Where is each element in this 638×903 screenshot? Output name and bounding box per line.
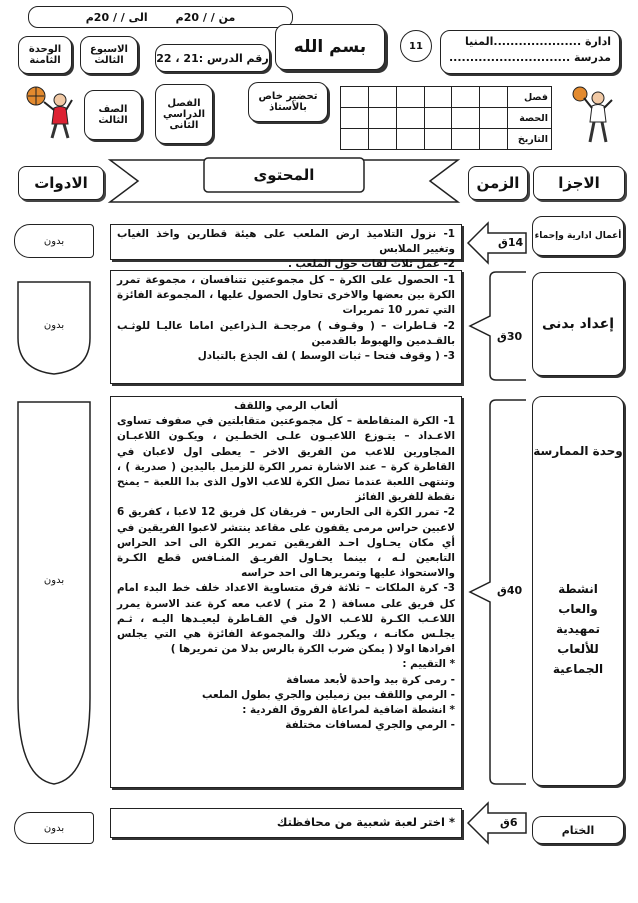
grid-row [341, 108, 552, 129]
grid-cell[interactable] [452, 129, 480, 150]
section-part [532, 816, 624, 844]
date-from: من / / 20م [175, 10, 236, 24]
page-number-circle [400, 30, 432, 62]
grid-cell[interactable] [341, 108, 369, 129]
lesson-number-box [155, 44, 270, 72]
tools-label: بدون [43, 319, 65, 331]
lesson-number: رقم الدرس :21 ، 22 [156, 51, 269, 65]
content-line: 1- الكرة المتقاطعة – كل مجموعتين متقابلتين في صفوف تساوى الاعـداد – يتـوزع اللاعبـون علـى الخطـين ، ويكـون اللاعبـان المجاورين للاعب من الفريق الاخر – يعطى اول لاعبان في القاطرة كرة – عند الاشارة تمرر الكرة للزميل باليدين ( صدرية ) ، وتنتهى اللعبة عندما تصل الكرة للاعب الاول الذى بدا اللعبة – يمنح نقطة للفريق الفائز [117, 415, 455, 504]
content-line: * اختر لعبة شعبية من محافظتك [276, 815, 455, 829]
week-label: الاسبوع الثالث [90, 44, 128, 66]
basmala-box [275, 24, 385, 70]
tools-cell [14, 565, 94, 595]
school-label: مدرسة ............................. [449, 51, 611, 64]
grid-cell[interactable] [396, 129, 424, 150]
term-box [155, 84, 213, 144]
grid-cell[interactable] [480, 129, 508, 150]
tools-cell [14, 812, 94, 844]
content-header-label: المحتوى [253, 166, 315, 184]
grade-box [84, 90, 142, 140]
section-content [110, 808, 462, 838]
grid-cell[interactable] [424, 129, 452, 150]
tools-cell [14, 224, 94, 258]
grid-cell[interactable] [341, 87, 369, 108]
basketball-player-icon [14, 84, 82, 142]
admin-label: ادارة .....................المنيا [465, 35, 611, 48]
grid-cell[interactable] [396, 108, 424, 129]
prep-note: تحضير خاص بالأستاذ [258, 91, 318, 113]
content-line: - رمى كرة بيد واحدة لأبعد مسافة [286, 673, 455, 686]
tools-header-label: الادوات [34, 174, 88, 192]
tools-label: بدون [43, 235, 65, 247]
school-info-box [440, 30, 620, 74]
grid-cell[interactable] [424, 87, 452, 108]
volleyball-player-icon [566, 84, 624, 146]
section-part-label: أعمال ادارية وإحماء [534, 231, 622, 241]
section-part-sublabel: انشطة والعاب تمهيدية للألعاب الجماعية [552, 582, 604, 676]
content-line: 3- كرة الملكات – ثلاثة فرق متساوية الاعداد خلف خط البدء امام كل فريق على مسافة ( 2 متر ) لاعب معه كرة عند الاسرة يمرر اللاعـب الكـرة للاعـب الاول في القـاطرة ليعيـدها اليـه ، ثـم يجلـس مكانـه ، ويكرر ذلك والمجموعة الفائزة هي التي يجلس افرادها اولا ( يمكن ضرب الكرة بالرس بدلا من تمريرها ) [117, 582, 455, 656]
content-line: * انشطة اضافية لمراعاة الفروق الفردية : [242, 704, 455, 717]
section-part [532, 272, 624, 376]
content-line: - الرمي واللقف بين زميلين والجري بطول الملعب [202, 688, 455, 701]
grid-cell[interactable] [368, 87, 396, 108]
tools-cell [14, 310, 94, 340]
section-content [110, 224, 462, 271]
parts-header-label: الاجزا [558, 174, 600, 192]
content-line: 2- تمرر الكرة الى الحارس – فريقان كل فريق 12 لاعبا ، كفريق 6 لاعبين حراس مرمى يقفون على مقاعد ينتشر لاعبوا الفريقين في أي مكان يحـاول احـد الفريقين تمرير الكرة الى احد الحراس التابعين لـه ، بينما يحـاول الفريـق المنـافس قطع الكـرة والاستحواذ عليها وتمريرها الى احد حراسه [117, 506, 455, 580]
section-part-label: وحدة الممارسة [533, 444, 623, 458]
grid-cell[interactable] [396, 87, 424, 108]
content-line: 2- قـاطرات – ( وقـوف ) مرجحـة الـذراعين اماما عاليـا للوثـب بالقـدمين والهبوط بالقدمين [117, 319, 455, 347]
grid-cell[interactable] [368, 108, 396, 129]
grid-label: الحصة [508, 108, 552, 129]
grid-row [341, 129, 552, 150]
arrow-left-icon [466, 800, 528, 846]
content-line: 3- ( وقوف فتحا – ثبات الوسط ) لف الجذع بالتبادل [197, 350, 455, 363]
content-line: * التقييم : [402, 658, 455, 671]
page-number: 11 [409, 40, 423, 52]
content-line: - الرمي والجري لمسافات مختلفة [285, 719, 455, 732]
section-part-label: إعداد بدنى [541, 316, 615, 332]
section-time: 30ق [497, 330, 523, 343]
grid-row [341, 87, 552, 108]
section-part [532, 396, 624, 786]
grade-label: الصف الثالث [98, 104, 128, 126]
term-label: الفصل الدراسي الثانى [162, 97, 206, 131]
grid-cell[interactable] [452, 108, 480, 129]
grid-label: فصل [508, 87, 552, 108]
content-line: 1- الحصول على الكرة – كل مجموعتين تتنافسان ، مجموعة تمرر الكرة بين بعضها والاخرى تحاول الحصول عليها ، المجموعة الفائزة التي تمرر 10 تمريرات [117, 274, 455, 317]
schedule-grid [340, 86, 552, 150]
date-range-box [28, 6, 293, 28]
section-time: 40ق [497, 584, 523, 597]
grid-label: التاريخ [508, 129, 552, 150]
section-part-label: الختام [561, 823, 595, 837]
grid-cell[interactable] [424, 108, 452, 129]
week-box [80, 36, 138, 74]
content-header [204, 158, 364, 192]
section-part [532, 216, 624, 256]
section-content [110, 270, 462, 384]
grid-cell[interactable] [341, 129, 369, 150]
prep-note-box [248, 82, 328, 122]
tools-label: بدون [43, 822, 65, 834]
tools-header [18, 166, 104, 200]
grid-cell[interactable] [480, 87, 508, 108]
content-line: 1- نزول التلاميذ ارض الملعب على هيئة قطارين واخذ الغياب وتغيير الملابس [117, 228, 455, 256]
section-content [110, 396, 462, 788]
content-title: ألعاب الرمي واللقف [234, 400, 338, 412]
content-line: 2- عمل ثلاث لفات حول الملعب . [287, 258, 455, 271]
bracket-arrow [466, 268, 530, 384]
parts-header [533, 166, 625, 200]
grid-cell[interactable] [368, 129, 396, 150]
time-header [468, 166, 528, 200]
unit-box [18, 36, 72, 74]
date-to: الى / / 20م [85, 10, 148, 24]
unit-label: الوحدة الثامنة [28, 44, 62, 66]
section-time: 14ق [498, 236, 524, 249]
grid-cell[interactable] [452, 87, 480, 108]
grid-cell[interactable] [480, 108, 508, 129]
section-time: 6ق [500, 816, 518, 829]
time-header-label: الزمن [476, 174, 520, 192]
tools-label: بدون [43, 574, 65, 586]
basmala: بسم الله [293, 37, 367, 57]
